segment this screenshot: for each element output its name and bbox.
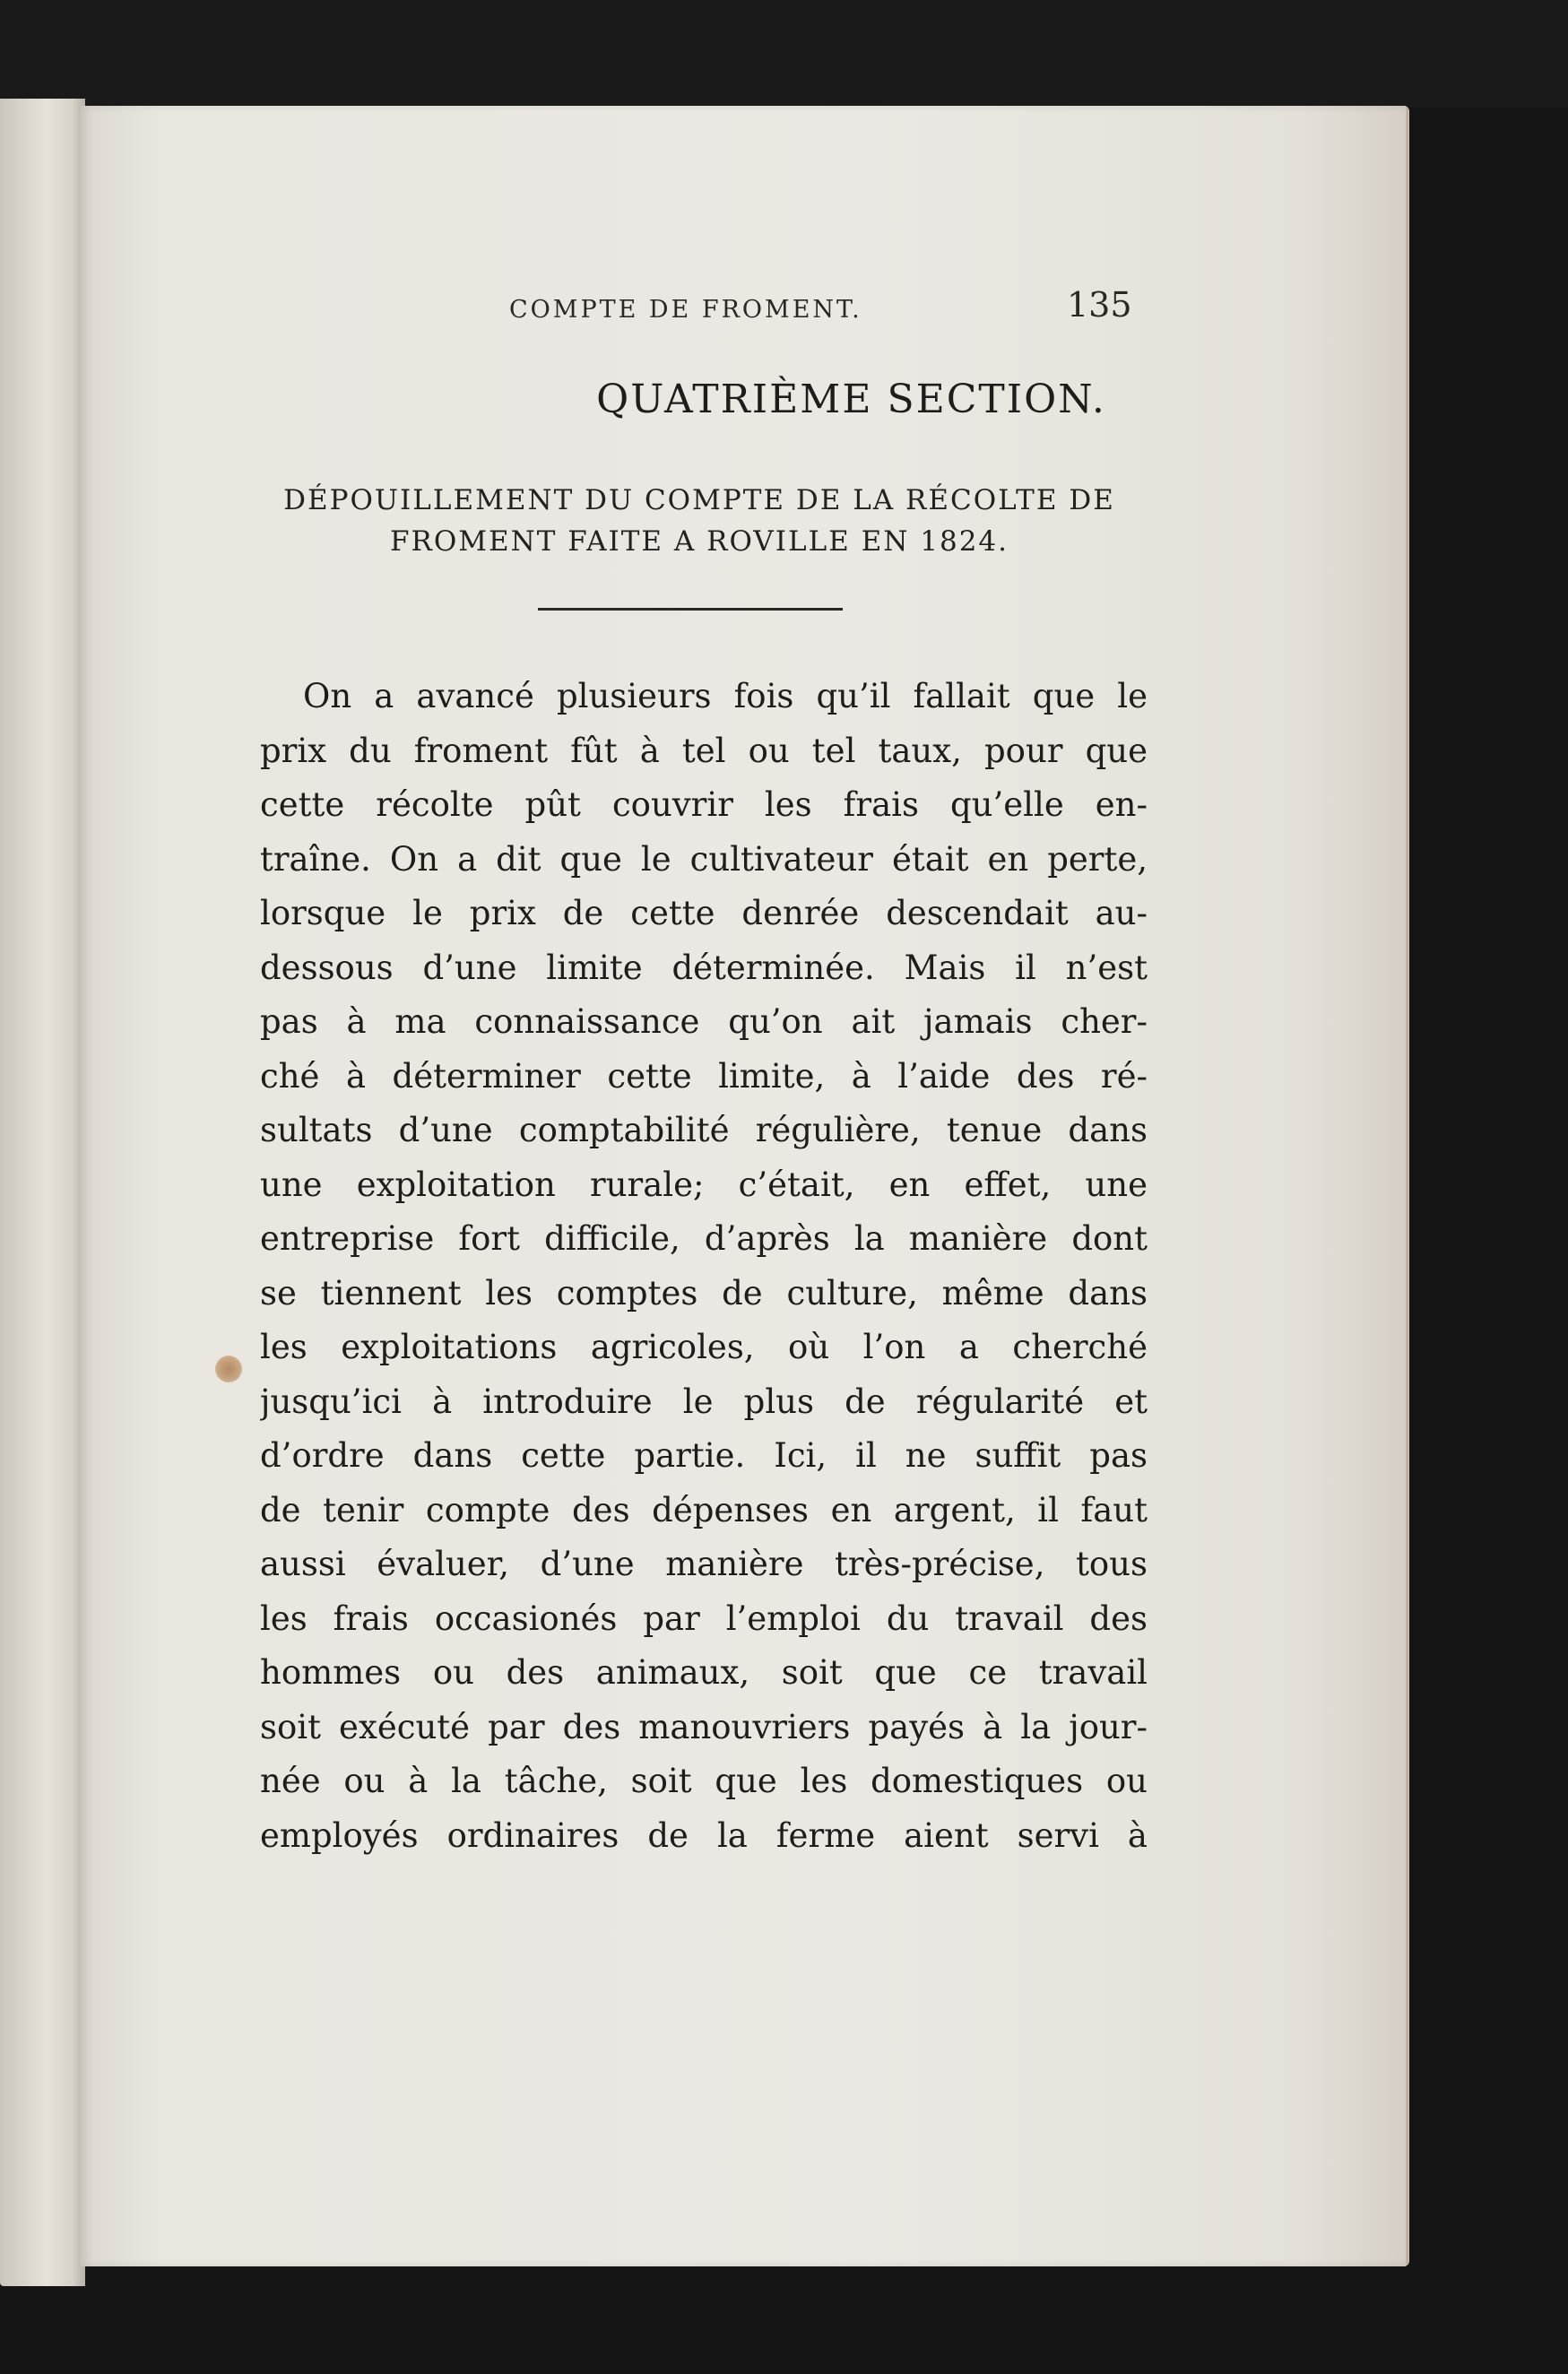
facing-page-edge	[0, 99, 85, 2286]
text-line: pas à ma connaissance qu’on ait jamais cher-	[260, 1002, 1148, 1041]
background-top	[0, 0, 1568, 108]
section-rule	[538, 608, 843, 611]
text-line: lorsque le prix de cette denrée descendait au-	[260, 894, 1148, 932]
text-line: dessous d’une limite déterminée. Mais il n’est	[260, 948, 1148, 987]
text-line: de tenir compte des dépenses en argent, il faut	[260, 1490, 1148, 1529]
text-line: d’ordre dans cette partie. Ici, il ne suffit pas	[260, 1436, 1148, 1475]
text-line: ché à déterminer cette limite, à l’aide des ré-	[260, 1056, 1148, 1096]
text-line: aussi évaluer, d’une manière très-précise, tous	[260, 1545, 1148, 1583]
text-line: On a avancé plusieurs fois qu’il fallait que le	[303, 677, 1148, 715]
section-subtitle	[260, 480, 1139, 562]
subtitle-line-2: FROMENT FAITE A ROVILLE EN 1824.	[390, 525, 1009, 558]
section-title: QUATRIÈME SECTION.	[596, 377, 1106, 422]
running-head: COMPTE DE FROMENT.	[509, 296, 862, 324]
text-line: les frais occasionés par l’emploi du travail des	[260, 1599, 1148, 1638]
text-line: soit exécuté par des manouvriers payés à la jour-	[260, 1707, 1148, 1746]
section-title-wrapper	[0, 377, 1568, 422]
body-paragraph	[260, 670, 1148, 1863]
text-line: cette récolte pût couvrir les frais qu’elle en-	[260, 785, 1148, 824]
text-line: jusqu’ici à introduire le plus de régularité et	[260, 1382, 1148, 1421]
text-line: se tiennent les comptes de culture, même dans	[260, 1273, 1148, 1313]
text-line: une exploitation rurale; c’était, en effet, une	[260, 1165, 1148, 1204]
subtitle-line-1: DÉPOUILLEMENT DU COMPTE DE LA RÉCOLTE DE	[283, 484, 1115, 516]
text-line: née ou à la tâche, soit que les domestiques ou	[260, 1762, 1148, 1800]
text-line: sultats d’une comptabilité régulière, tenue dans	[260, 1111, 1148, 1149]
text-line: entreprise fort difficile, d’après la manière dont	[260, 1219, 1148, 1258]
foxing-stain	[215, 1356, 242, 1382]
text-line: hommes ou des animaux, soit que ce travail	[260, 1653, 1148, 1692]
text-line: prix du froment fût à tel ou tel taux, pour que	[260, 731, 1148, 770]
text-line: employés ordinaires de la ferme aient servi à	[260, 1815, 1148, 1855]
page-number: 135	[1067, 285, 1132, 325]
text-line: les exploitations agricoles, où l’on a cherché	[260, 1328, 1148, 1366]
text-line: traîne. On a dit que le cultivateur était en perte,	[260, 839, 1148, 879]
